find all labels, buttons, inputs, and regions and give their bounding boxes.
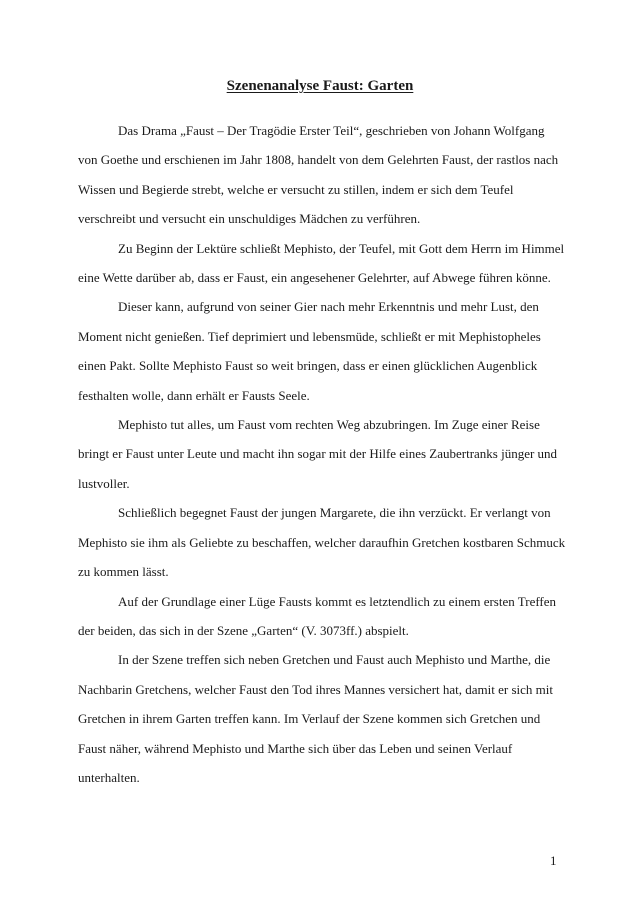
text-line: eine Wette darüber ab, dass er Faust, ein angesehener Gelehrter, auf Abwege führen könne. (78, 270, 551, 286)
paragraph-2 (78, 234, 565, 293)
paragraph-7 (78, 645, 556, 792)
text-line: einen Pakt. Sollte Mephisto Faust so weit bringen, dass er einen glücklichen Augenblick (78, 358, 538, 374)
text-line: Auf der Grundlage einer Lüge Fausts kommt es letztendlich zu einem ersten Treffen (118, 593, 557, 609)
text-line: unterhalten. (78, 769, 140, 785)
text-line: Faust näher, während Mephisto und Marthe sich über das Leben und seinen Verlauf (78, 740, 513, 756)
paragraph-3 (78, 292, 556, 410)
text-line: Das Drama „Faust – Der Tragödie Erster Teil“, geschrieben von Johann Wolfgang (118, 123, 545, 138)
page-title: Szenenanalyse Faust: Garten (226, 78, 414, 94)
paragraph-6 (78, 587, 556, 646)
text-line: verschreibt und versucht ein unschuldiges Mädchen zu verführen. (78, 211, 421, 227)
text-line: festhalten wolle, dann erhält er Fausts Seele. (78, 387, 310, 403)
body-text (78, 116, 566, 792)
text-line: der beiden, das sich in der Szene „Garten“ (V. 3073ff.) abspielt. (78, 622, 409, 638)
paragraph-4 (78, 410, 556, 498)
text-line: Wissen und Begierde strebt, welche er versucht zu stillen, indem er sich dem Teufel (78, 181, 514, 197)
text-line: zu kommen lässt. (78, 564, 169, 580)
text-line: Mephisto sie ihm als Geliebte zu beschaffen, welcher daraufhin Gretchen kostbaren Schmuck (78, 534, 566, 550)
text-line: von Goethe und erschienen im Jahr 1808, handelt von dem Gelehrten Faust, der rastlos nach (78, 152, 559, 168)
text-line: Dieser kann, aufgrund von seiner Gier nach mehr Erkenntnis und mehr Lust, den (118, 299, 539, 315)
text-line: Moment nicht genießen. Tief deprimiert und lebensmüde, schließt er mit Mephistopheles (78, 328, 541, 344)
text-line: Mephisto tut alles, um Faust vom rechten Weg abzubringen. Im Zuge einer Reise (118, 417, 540, 433)
text-line: Schließlich begegnet Faust der jungen Margarete, die ihn verzückt. Er verlangt von (118, 505, 551, 521)
text-line: lustvoller. (78, 475, 130, 491)
page-number: 1 (550, 853, 557, 868)
text-line: In der Szene treffen sich neben Gretchen und Faust auch Mephisto und Marthe, die (118, 652, 551, 668)
text-line: Nachbarin Gretchens, welcher Faust den Tod ihres Mannes versichert hat, damit er sich mit (78, 681, 554, 697)
paragraph-5 (78, 498, 566, 586)
text-line: bringt er Faust unter Leute und macht ihn sogar mit der Hilfe eines Zaubertranks jünger und (78, 446, 558, 462)
text-line: Gretchen in ihrem Garten treffen kann. Im Verlauf der Szene kommen sich Gretchen und (78, 711, 541, 727)
text-line: Zu Beginn der Lektüre schließt Mephisto, der Teufel, mit Gott dem Herrn im Himmel (118, 240, 565, 256)
paragraph-1 (78, 116, 559, 234)
